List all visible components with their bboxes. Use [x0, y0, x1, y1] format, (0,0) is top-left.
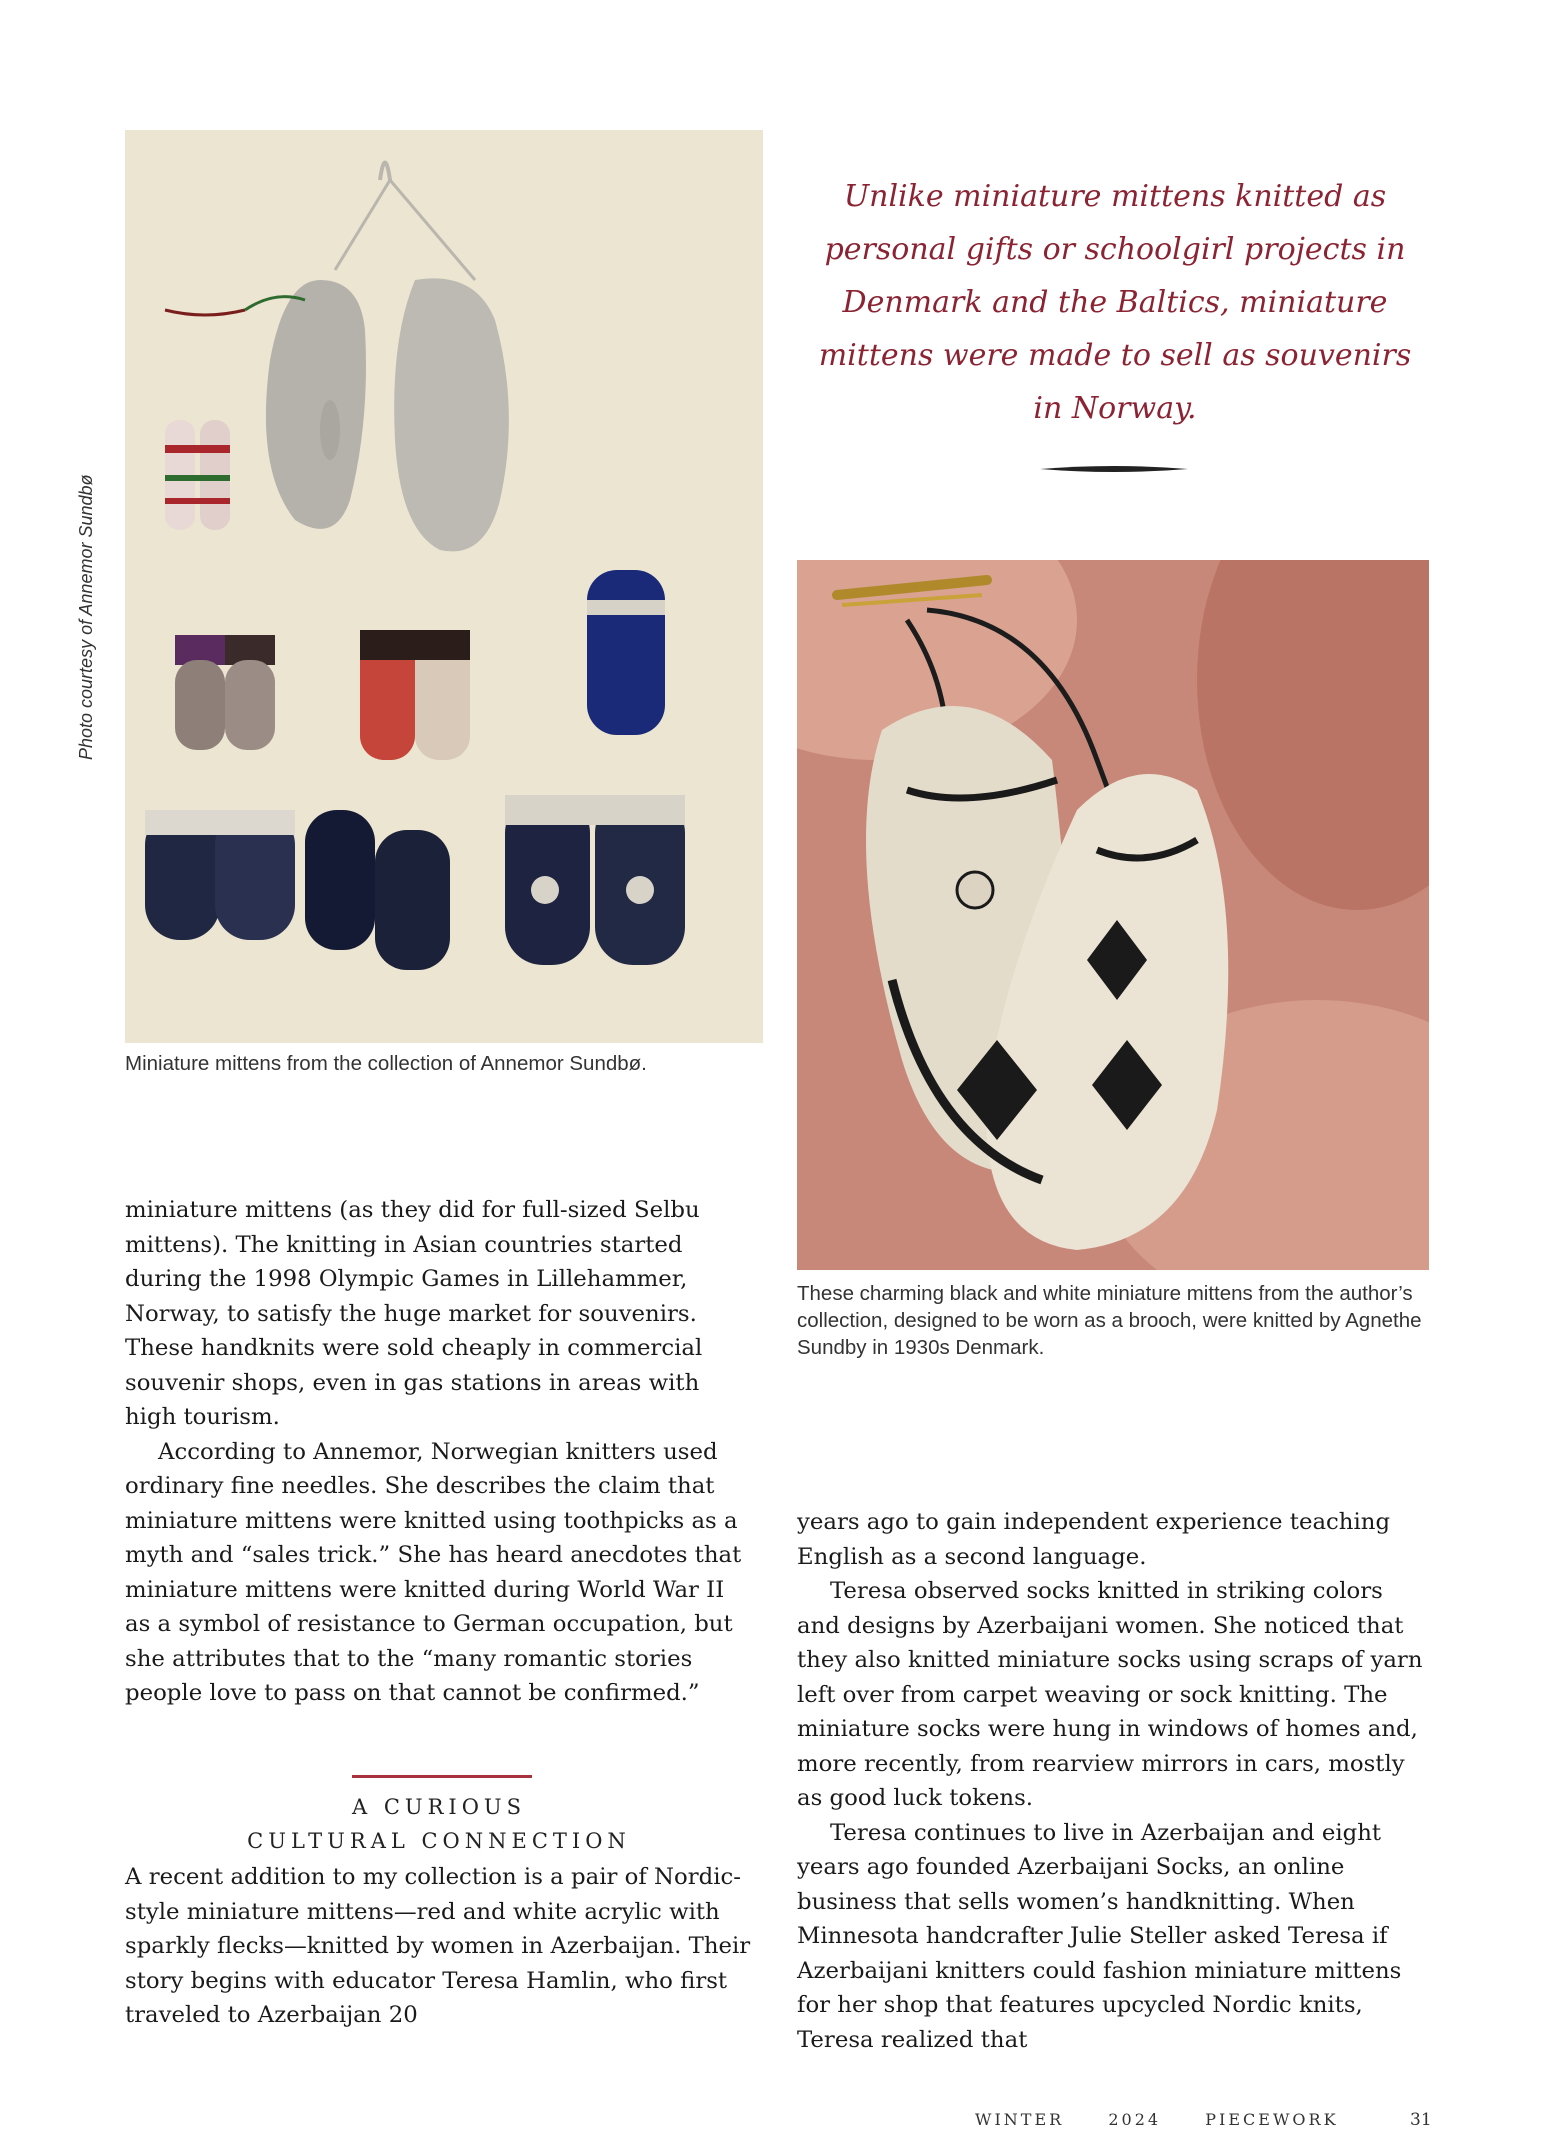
brooch-mittens-photo [797, 560, 1429, 1270]
section-heading [125, 1790, 753, 1858]
body-paragraph: Teresa continues to live in Azerbaijan and eight years ago founded Azerbaijani Socks, an online business that sells women’s handknitting. When Minnesota handcrafter Julie Steller asked Teresa if Azerbaijani knitters could fashion miniature mittens for her shop that features upcycled Nordic knits, Teresa realized that [797, 1819, 1402, 2053]
mittens-collection-photo [125, 130, 763, 1043]
section-heading-line: CULTURAL CONNECTION [247, 1829, 631, 1853]
section-rule [352, 1775, 532, 1778]
mittens-collection-image [125, 130, 763, 1043]
footer-season: WINTER [975, 2110, 1065, 2129]
footer-year: 2024 [1108, 2110, 1162, 2129]
section-text [125, 1860, 753, 2033]
page-footer [975, 2110, 1339, 2129]
body-paragraph: miniature mittens (as they did for full-sized Selbu mittens). The knitting in Asian countries started during the 1998 Olympic Games in Lillehammer, Norway, to satisfy the huge market for souvenirs. These handknits were sold cheaply in commercial souvenir shops, even in gas stations in areas with high tourism. [125, 1197, 703, 1430]
right-column-text [797, 1505, 1429, 2057]
body-paragraph: years ago to gain independent experience teaching English as a second language. [797, 1509, 1391, 1570]
photo2-caption: These charming black and white miniature mittens from the author’s collection, designed to be worn as a brooch, were knitted by Agnethe Sundby in 1930s Denmark. [797, 1282, 1422, 1359]
section-heading-line: A CURIOUS [351, 1795, 526, 1819]
body-paragraph: Teresa observed socks knitted in striking colors and designs by Azerbaijani women. She noticed that they also knitted miniature socks using scraps of yarn left over from carpet weaving or sock knitting. The miniature socks were hung in windows of homes and, more recently, from rearview mirrors in cars, mostly as good luck tokens. [797, 1578, 1423, 1811]
pull-quote: Unlike miniature mittens knitted as personal gifts or schoolgirl projects in Denmark and the Baltics, miniature mittens were made to sell as souvenirs in Norway. [818, 179, 1412, 426]
page-number: 31 [1410, 2110, 1432, 2130]
body-paragraph: According to Annemor, Norwegian knitters used ordinary fine needles. She describes the claim that miniature mittens were knitted using toothpicks as a myth and “sales trick.” She has heard anecdotes that miniature mittens were knitted during World War II as a symbol of resistance to German occupation, but she attributes that to the “many romantic stories people love to pass on that cannot be confirmed.” [125, 1438, 742, 1706]
photo-credit: Photo courtesy of Annemor Sundbø [76, 474, 96, 760]
left-column-text [125, 1193, 753, 1711]
footer-magazine: PIECEWORK [1205, 2110, 1339, 2129]
ornament-divider-icon [1040, 460, 1188, 478]
brooch-mittens-image [797, 560, 1429, 1270]
body-paragraph: A recent addition to my collection is a pair of Nordic-style miniature mittens—red and white acrylic with sparkly flecks—knitted by women in Azerbaijan. Their story begins with educator Teresa Hamlin, who first traveled to Azerbaijan 20 [125, 1864, 751, 2028]
photo1-caption: Miniature mittens from the collection of Annemor Sundbø. [125, 1052, 647, 1075]
